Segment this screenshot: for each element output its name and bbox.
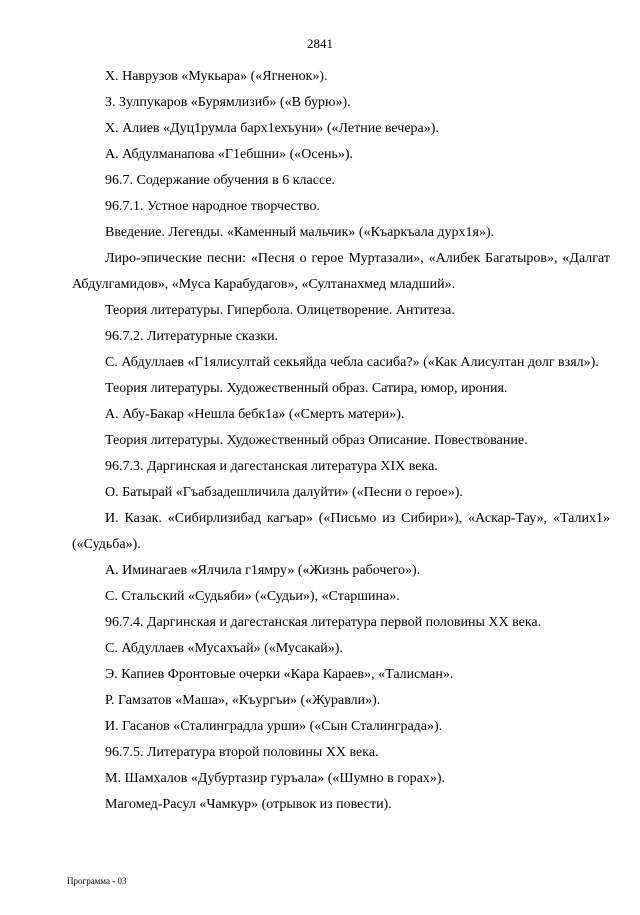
paragraph: Х. Алиев «Дуц1румла барх1ехъуни» («Летние вечера»). [105,121,439,136]
page-number: 2841 [307,36,333,51]
section-heading: 96.7.1. Устное народное творчество. [105,199,320,214]
paragraph: Теория литературы. Художественный образ. Сатира, юмор, ирония. [105,381,508,396]
paragraph: А. Абу-Бакар «Нешла бебк1а» («Смерть матери»). [105,407,405,422]
paragraph: Теория литературы. Гипербола. Олицетворение. Антитеза. [105,303,455,318]
paragraph: Р. Гамзатов «Маша», «Къургъи» («Журавли»). [105,693,381,708]
paragraph: С. Абдуллаев «Г1ялисултай секьяйда чебла сасиба?» («Как Алисултан долг взял»). [105,355,599,370]
paragraph: И. Казак. «Сибирлизибад кагъар» («Письмо из Сибири»), «Аскар-Тау», «Талих1» («Судьба»). [72,511,610,552]
paragraph: Магомед-Расул «Чамкур» (отрывок из повести). [105,797,392,812]
section-heading: 96.7.2. Литературные сказки. [105,329,279,344]
paragraph: А. Иминагаев «Ялчила г1ямру» («Жизнь рабочего»). [105,563,421,578]
paragraph: И. Гасанов «Сталинградла урши» («Сын Сталинграда»). [105,719,443,734]
paragraph: С. Абдуллаев «Мусахъай» («Мусакай»). [105,641,343,656]
paragraph: Лиро-эпические песни: «Песня о герое Муртазали», «Алибек Багатыров», «Далгат Абдулгамидов», «Муса Карабудагов», «Султанахмед младший». [72,251,610,292]
paragraph: С. Стальский «Судьяби» («Судьи»), «Старшина». [105,589,400,604]
section-heading: 96.7.4. Даргинская и дагестанская литература первой половины XX века. [105,615,542,630]
paragraph: Теория литературы. Художественный образ Описание. Повествование. [105,433,528,448]
paragraph: О. Батырай «Гъабзадешличила далуйти» («Песни о герое»). [105,485,463,500]
document-body [72,64,610,818]
paragraph: З. Зулпукаров «Бурямлизиб» («В бурю»). [105,95,351,110]
paragraph: М. Шамхалов «Дубуртазир гуръала» («Шумно в горах»). [105,771,446,786]
paragraph: А. Абдулманапова «Г1ебшни» («Осень»). [105,147,354,162]
page-footer: Программа - 03 [67,876,127,886]
section-heading: 96.7.5. Литература второй половины XX века. [105,745,379,760]
paragraph: Х. Наврузов «Мукьара» («Ягненок»). [105,69,328,84]
paragraph: Введение. Легенды. «Каменный мальчик» («Къаркъала дурх1я»). [105,225,495,240]
paragraph: Э. Капиев Фронтовые очерки «Кара Караев», «Талисман». [105,667,454,682]
section-heading: 96.7.3. Даргинская и дагестанская литература XIX века. [105,459,438,474]
section-heading: 96.7. Содержание обучения в 6 классе. [105,173,336,188]
